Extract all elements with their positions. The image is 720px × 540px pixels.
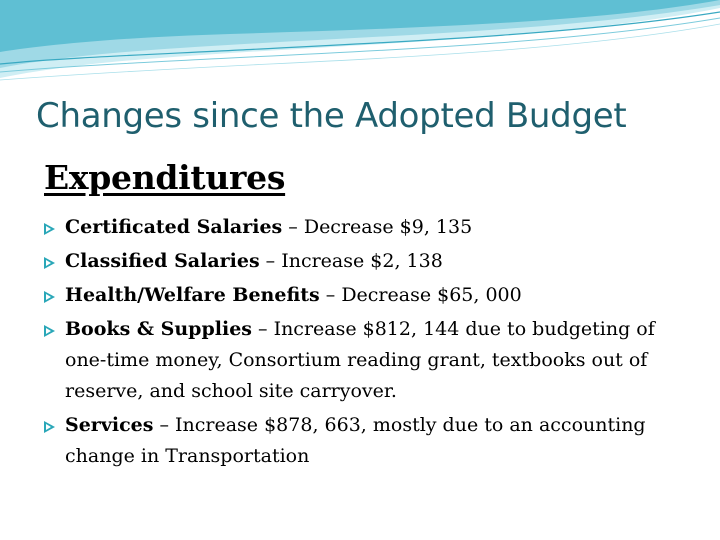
triangle-bullet-icon xyxy=(44,325,55,337)
list-item xyxy=(44,410,684,472)
bullet-label: Books & Supplies xyxy=(65,318,252,340)
triangle-bullet-icon xyxy=(44,291,55,303)
bullet-label: Certificated Salaries xyxy=(65,216,283,238)
bullet-detail: – Decrease $65, 000 xyxy=(319,284,522,306)
bullet-detail: – Increase $812, 144 due to budgeting of one-time money, Consortium reading grant, textbooks out of reserve, and school site carryover. xyxy=(65,318,655,402)
section-heading: Expenditures xyxy=(44,158,286,197)
bullet-detail: – Increase $878, 663, mostly due to an accounting change in Transportation xyxy=(65,414,646,467)
triangle-bullet-icon xyxy=(44,421,55,433)
slide-title: Changes since the Adopted Budget xyxy=(36,96,627,136)
bullet-label: Classified Salaries xyxy=(65,250,260,272)
list-item xyxy=(44,314,684,407)
triangle-bullet-icon xyxy=(44,223,55,235)
bullet-list xyxy=(44,212,684,475)
list-item xyxy=(44,246,684,277)
list-item xyxy=(44,212,684,243)
bullet-detail: – Decrease $9, 135 xyxy=(282,216,473,238)
list-item xyxy=(44,280,684,311)
bullet-label: Health/Welfare Benefits xyxy=(65,284,320,306)
bullet-detail: – Increase $2, 138 xyxy=(259,250,443,272)
triangle-bullet-icon xyxy=(44,257,55,269)
bullet-label: Services xyxy=(65,414,154,436)
header-wave-decoration xyxy=(0,0,720,90)
